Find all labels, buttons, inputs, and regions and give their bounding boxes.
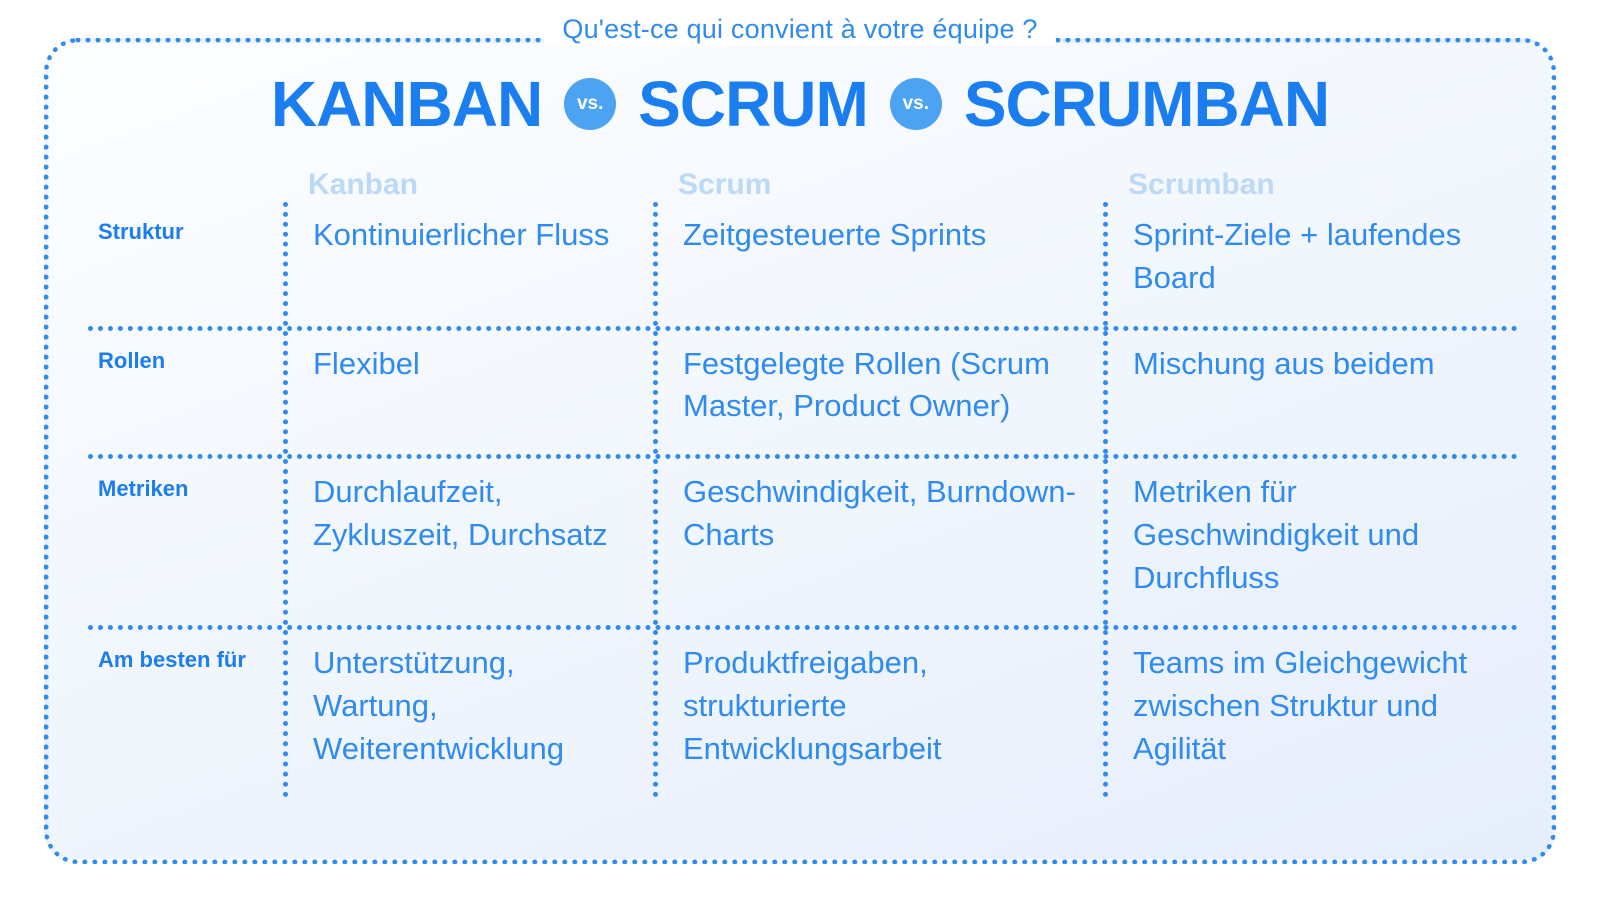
- title-scrum: SCRUM: [638, 68, 868, 140]
- cell-ambesten-kanban: Unterstützung, Wartung, Weiterentwicklung: [283, 630, 653, 796]
- cell-ambesten-scrumban: Teams im Gleichgewicht zwischen Struktur und Agilität: [1103, 630, 1518, 796]
- table-row: [88, 326, 1518, 455]
- table-header-row: [88, 150, 1518, 202]
- title-kanban: KANBAN: [270, 68, 543, 140]
- vs-badge-icon-2: vs.: [890, 78, 942, 130]
- title-scrumban: SCRUMBAN: [963, 68, 1330, 140]
- row-label-rollen: Rollen: [98, 347, 166, 373]
- table-row: [88, 202, 1518, 326]
- cell-metriken-kanban: Durchlaufzeit, Zykluszeit, Durchsatz: [283, 459, 653, 625]
- row-label-struktur: Struktur: [98, 219, 184, 244]
- cell-rollen-kanban: Flexibel: [283, 331, 653, 455]
- row-label-am-besten-fuer: Am besten für: [98, 647, 246, 673]
- overline-text: Qu'est-ce qui convient à votre équipe ?: [544, 14, 1055, 45]
- table-row: [88, 454, 1518, 625]
- table-row: [88, 625, 1518, 796]
- header-scrum: Scrum: [678, 168, 772, 201]
- cell-metriken-scrumban: Metriken für Geschwindigkeit und Durchfluss: [1103, 459, 1518, 625]
- overline-question: [0, 14, 1600, 45]
- header-kanban: Kanban: [308, 168, 419, 201]
- header-scrumban: Scrumban: [1128, 168, 1275, 201]
- cell-struktur-scrum: Zeitgesteuerte Sprints: [653, 202, 1103, 326]
- cell-rollen-scrumban: Mischung aus beidem: [1103, 331, 1518, 455]
- title-row: [0, 68, 1600, 140]
- vs-badge-icon-1: vs.: [564, 78, 616, 130]
- cell-struktur-scrumban: Sprint-Ziele + laufendes Board: [1103, 202, 1518, 326]
- cell-ambesten-scrum: Produktfreigaben, strukturierte Entwicklungsarbeit: [653, 630, 1103, 796]
- cell-rollen-scrum: Festgelegte Rollen (Scrum Master, Product Owner): [653, 331, 1103, 455]
- cell-struktur-kanban: Kontinuierlicher Fluss: [283, 202, 653, 326]
- cell-metriken-scrum: Geschwindigkeit, Burndown-Charts: [653, 459, 1103, 625]
- comparison-table: [88, 150, 1518, 797]
- row-label-metriken: Metriken: [98, 476, 189, 502]
